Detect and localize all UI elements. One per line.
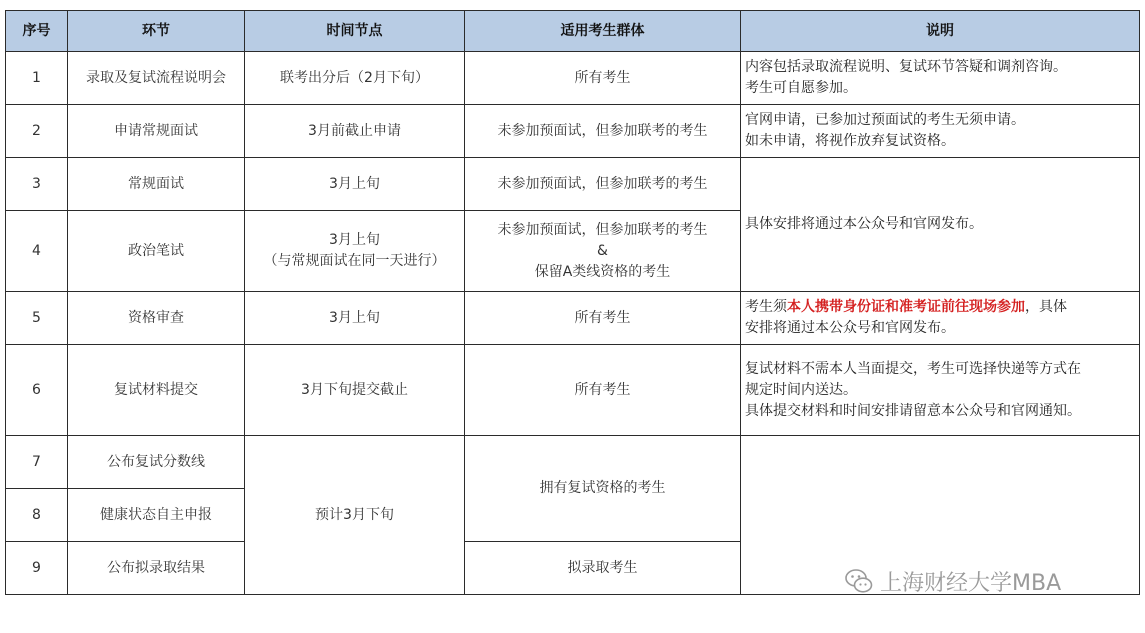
table-row: [6, 436, 1140, 489]
cell-number: 2: [6, 105, 68, 158]
description-highlight: 本人携带身份证和准考证前往现场参加: [787, 299, 1025, 315]
process-table-container: [5, 10, 1139, 595]
cell-time: 3月上旬: [245, 158, 465, 211]
header-number: 序号: [6, 11, 68, 52]
admission-process-table: [5, 10, 1140, 595]
cell-group-merged: 拥有复试资格的考生: [465, 436, 741, 542]
cell-time: 3月上旬: [245, 292, 465, 345]
cell-number: 1: [6, 52, 68, 105]
group-line: 未参加预面试，但参加联考的考生: [497, 221, 708, 238]
cell-step: 健康状态自主申报: [68, 489, 245, 542]
table-row: [6, 105, 1140, 158]
description-line: 考生可自愿参加。: [745, 80, 857, 96]
cell-description-merged: 具体安排将通过本公众号和官网发布。: [741, 158, 1140, 292]
cell-number: 7: [6, 436, 68, 489]
description-line: [745, 297, 1135, 318]
description-line: 内容包括录取流程说明、复试环节答疑和调剂咨询。: [745, 59, 1067, 75]
cell-group: 所有考生: [465, 292, 741, 345]
header-step: 环节: [68, 11, 245, 52]
cell-step: 政治笔试: [68, 211, 245, 292]
description-line: 复试材料不需本人当面提交，考生可选择快递等方式在: [745, 360, 1081, 377]
cell-step: 公布拟录取结果: [68, 542, 245, 595]
group-line: 保留A类线资格的考生: [534, 263, 671, 280]
cell-number: 4: [6, 211, 68, 292]
table-row: [6, 52, 1140, 105]
cell-time: 3月下旬提交截止: [245, 345, 465, 436]
cell-number: 8: [6, 489, 68, 542]
cell-description: [741, 292, 1140, 345]
table-row: [6, 158, 1140, 211]
cell-number: 3: [6, 158, 68, 211]
wechat-icon: [844, 566, 874, 596]
cell-description: [741, 52, 1140, 105]
cell-time-merged: 预计3月下旬: [245, 436, 465, 595]
watermark: [844, 566, 1061, 596]
header-time: 时间节点: [245, 11, 465, 52]
table-row: [6, 345, 1140, 436]
description-line: 如未申请，将视作放弃复试资格。: [745, 133, 955, 149]
description-line: 安排将通过本公众号和官网发布。: [745, 320, 955, 336]
group-line: &: [597, 242, 608, 259]
cell-description: [741, 105, 1140, 158]
cell-step: 公布复试分数线: [68, 436, 245, 489]
description-text: ，具体: [1025, 299, 1067, 315]
cell-group: 拟录取考生: [465, 542, 741, 595]
cell-number: 9: [6, 542, 68, 595]
cell-description: [741, 345, 1140, 436]
description-text: 考生须: [745, 299, 787, 315]
cell-group: 未参加预面试，但参加联考的考生: [465, 105, 741, 158]
cell-time: 3月前截止申请: [245, 105, 465, 158]
cell-step: 资格审查: [68, 292, 245, 345]
cell-time: [245, 211, 465, 292]
cell-step: 复试材料提交: [68, 345, 245, 436]
cell-number: 6: [6, 345, 68, 436]
description-line: 具体提交材料和时间安排请留意本公众号和官网通知。: [745, 402, 1081, 419]
description-line: 官网申请，已参加过预面试的考生无须申请。: [745, 112, 1025, 128]
cell-step: 录取及复试流程说明会: [68, 52, 245, 105]
table-row: [6, 292, 1140, 345]
header-group: 适用考生群体: [465, 11, 741, 52]
cell-number: 5: [6, 292, 68, 345]
table-header-row: [6, 11, 1140, 52]
header-description: 说明: [741, 11, 1140, 52]
cell-group: 所有考生: [465, 52, 741, 105]
time-line: 3月上旬: [329, 232, 380, 248]
cell-group: 未参加预面试，但参加联考的考生: [465, 158, 741, 211]
description-line: 规定时间内送达。: [745, 381, 857, 398]
cell-group: [465, 211, 741, 292]
cell-step: 申请常规面试: [68, 105, 245, 158]
cell-step: 常规面试: [68, 158, 245, 211]
time-note: （与常规面试在同一天进行）: [263, 253, 446, 269]
watermark-text: 上海财经大学MBA: [880, 570, 1062, 596]
cell-time: 联考出分后（2月下旬）: [245, 52, 465, 105]
cell-group: 所有考生: [465, 345, 741, 436]
